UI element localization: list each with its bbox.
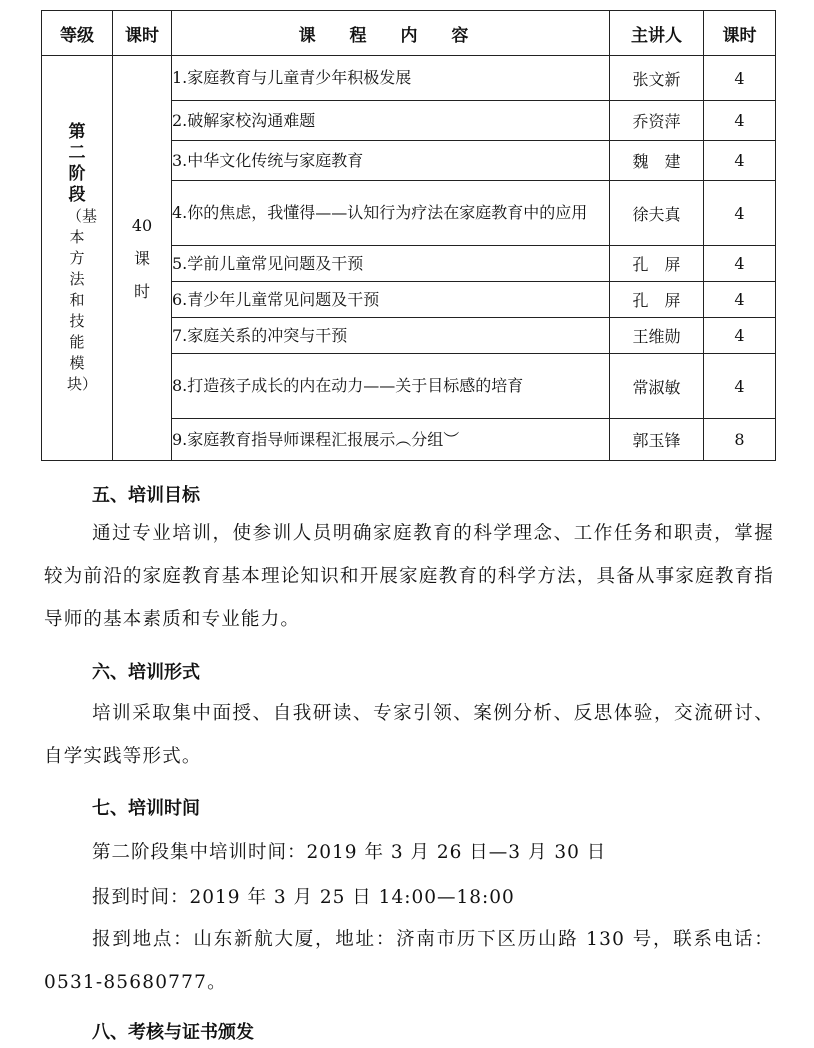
- level-main-text: 第二阶段: [68, 121, 86, 205]
- course-content: 8.打造孩子成长的内在动力——关于目标感的培育: [172, 354, 610, 419]
- course-hours: 4: [704, 318, 776, 354]
- course-hours: 4: [704, 101, 776, 141]
- header-content: 课 程 内 容: [172, 11, 610, 56]
- course-speaker: 魏 建: [610, 141, 704, 181]
- course-speaker: 孔 屏: [610, 246, 704, 282]
- section-title-goal: 五、培训目标: [92, 485, 200, 506]
- course-speaker: 张文新: [610, 56, 704, 101]
- header-level: 等级: [42, 11, 113, 56]
- course-table: [41, 10, 776, 461]
- total-hours-cell: [113, 56, 172, 461]
- course-speaker: 孔 屏: [610, 282, 704, 318]
- section-title-time: 七、培训时间: [92, 798, 200, 819]
- course-speaker: 王维勋: [610, 318, 704, 354]
- section-title-form: 六、培训形式: [92, 662, 200, 683]
- course-hours: 4: [704, 282, 776, 318]
- course-hours: 4: [704, 141, 776, 181]
- course-hours: 4: [704, 354, 776, 419]
- level-cell: [42, 56, 113, 461]
- course-content: 6.青少年儿童常见问题及干预: [172, 282, 610, 318]
- section-text-form: 培训采取集中面授、自我研读、专家引领、案例分析、反思体验，交流研讨、自学实践等形式。: [44, 703, 774, 767]
- table-header-row: [42, 11, 776, 56]
- course-content: 4.你的焦虑，我懂得——认知行为疗法在家庭教育中的应用: [172, 181, 610, 246]
- course-speaker: 徐夫真: [610, 181, 704, 246]
- course-content: 9.家庭教育指导师课程汇报展示︵分组︶: [172, 419, 610, 461]
- header-hours: 课时: [113, 11, 172, 56]
- course-hours: 4: [704, 246, 776, 282]
- section-title-cert: 八、考核与证书颁发: [92, 1022, 254, 1043]
- total-hours-text: 40课时: [131, 215, 153, 301]
- section-text-goal: 通过专业培训，使参训人员明确家庭教育的科学理念、工作任务和职责，掌握较为前沿的家庭教育基本理论知识和开展家庭教育的科学方法，具备从事家庭教育指导师的基本素质和专业能力。: [44, 523, 774, 630]
- course-content: 5.学前儿童常见问题及干预: [172, 246, 610, 282]
- training-period: 第二阶段集中培训时间：2019 年 3 月 26 日—3 月 30 日: [92, 842, 607, 863]
- course-content: 7.家庭关系的冲突与干预: [172, 318, 610, 354]
- course-speaker: 乔资萍: [610, 101, 704, 141]
- registration-time: 报到时间：2019 年 3 月 25 日 14:00—18:00: [92, 887, 515, 908]
- table-row: [42, 56, 776, 101]
- registration-location: 报到地点：山东新航大厦，地址：济南市历下区历山路 130 号，联系电话：0531-85680777。: [44, 929, 774, 993]
- course-hours: 8: [704, 419, 776, 461]
- header-speaker: 主讲人: [610, 11, 704, 56]
- course-content: 2.破解家校沟通难题: [172, 101, 610, 141]
- level-sub-text: （基本方法和技能模块）: [67, 206, 98, 393]
- header-course-hours: 课时: [704, 11, 776, 56]
- course-hours: 4: [704, 56, 776, 101]
- course-content: 3.中华文化传统与家庭教育: [172, 141, 610, 181]
- course-hours: 4: [704, 181, 776, 246]
- course-speaker: 郭玉锋: [610, 419, 704, 461]
- course-content: 1.家庭教育与儿童青少年积极发展: [172, 56, 610, 101]
- course-speaker: 常淑敏: [610, 354, 704, 419]
